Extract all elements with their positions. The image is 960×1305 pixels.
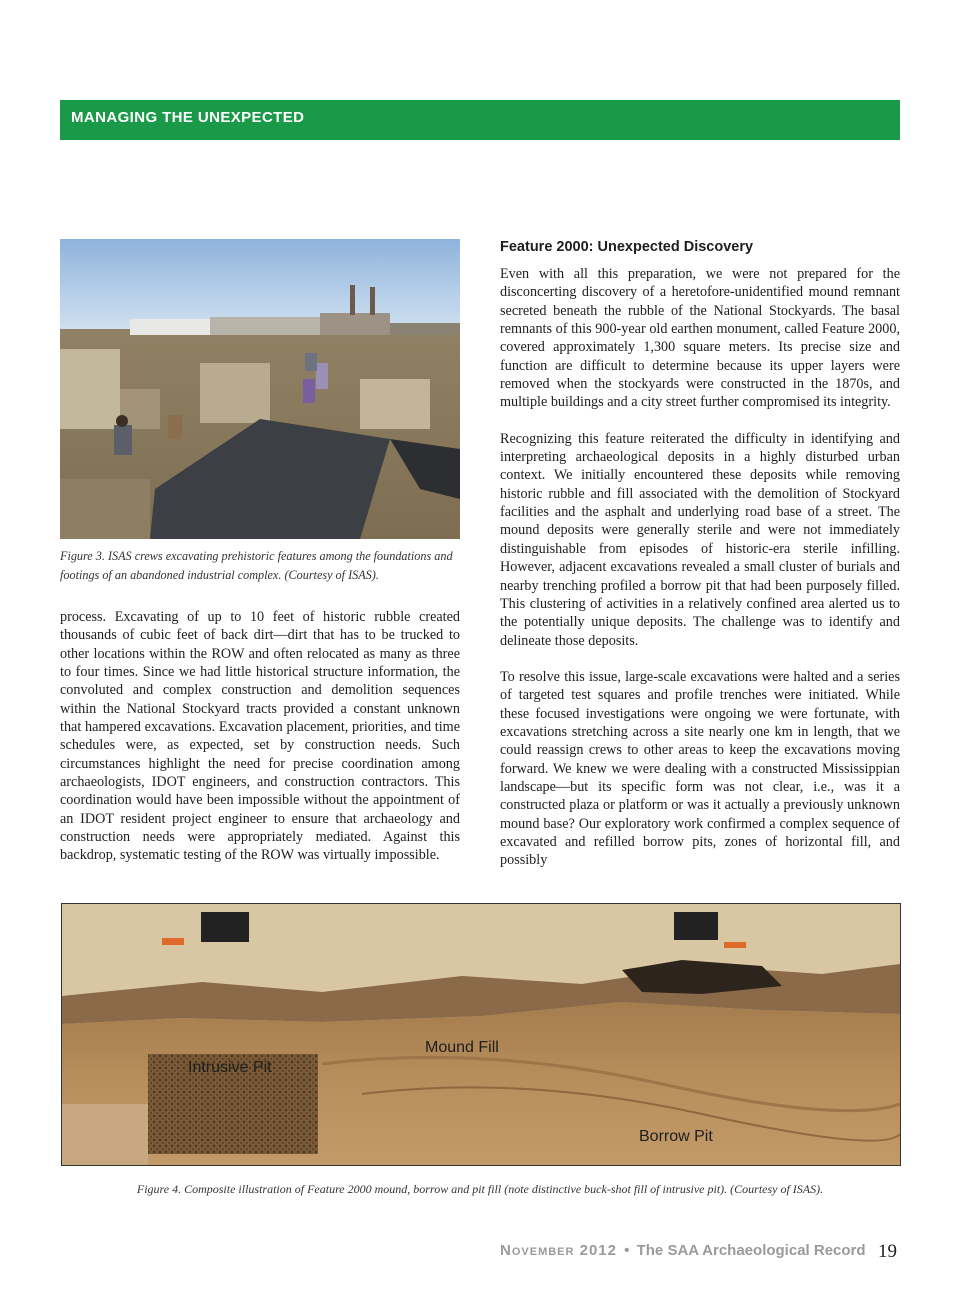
label-mound-fill: Mound Fill [425,1039,499,1056]
page-footer [500,1242,900,1259]
figure-4-caption: Figure 4. Composite illustration of Feature 2000 mound, borrow and pit fill (note distinctive buck-shot fill of intrusive pit). (Courtesy of ISAS). [136,1182,824,1196]
figure-3-caption: Figure 3. ISAS crews excavating prehistoric features among the foundations and footings of an abandoned industrial complex. (Courtesy of ISAS). [60,549,453,582]
page-number: 19 [878,1241,897,1262]
soil-profile-image [62,904,900,1165]
label-intrusive-pit: Intrusive Pit [188,1059,272,1076]
figure-4-profile-photo [61,903,901,1166]
label-borrow-pit: Borrow Pit [639,1128,713,1145]
section-banner-title: MANAGING THE UNEXPECTED [71,109,305,126]
section-heading: Feature 2000: Unexpected Discovery [500,239,754,255]
excavation-site-image [60,239,460,539]
right-paragraph-1: Even with all this preparation, we were not prepared for the disconcerting discovery of a heretofore-unidentified mound remnant secreted beneath the rubble of the National Stockyards. The basal remnants of this 900-year old earthen monument, called Feature 2000, covered approximately 1,300 square meters. Its precise size and function are difficult to determine because its upper layers were removed when the stockyards were constructed in the 1870s, and multiple buildings and a city street further compromised its integrity. [500,266,900,411]
footer-journal: The SAA Archaeological Record [636,1242,866,1259]
left-paragraph: process. Excavating of up to 10 feet of historic rubble created thousands of cubic feet of back dirt—dirt that has to be trucked to other locations within the ROW and often relocated as many as three to four times. Since we had little historical structure information, the convoluted and complex construction and demolition sequences within the National Stockyard tracts provided a constant unknown that hampered excavations. Excavation placement, priorities, and time schedules were, as expected, set by construction needs. Such circumstances highlight the need for precise coordination among archaeologists, IDOT engineers, and construction contractors. This coordination would have been impossible without the appointment of an IDOT resident project engineer to ensure that archaeology and construction needs were appropriately mediated. Against this backdrop, systematic testing of the ROW was virtually impossible. [60,609,460,864]
section-banner [60,100,900,140]
footer-separator: • [624,1242,630,1259]
right-column [500,265,900,870]
right-paragraph-3: To resolve this issue, large-scale excavations were halted and a series of targeted test squares and profile trenches were initiated. While these focused investigations were ongoing we were fortunate, with excavations stretching across a site nearly one km in length, that we could reassign crews to other areas to keep the excavations moving forward. We knew we were dealing with a constructed Mississippian landscape—but its specific form was not clear, i.e., was it a constructed plaza or platform or was it actually a previously unknown mound base? Our exploratory work confirmed a complex sequence of excavated and refilled borrow pits, zones of horizontal fill, and possibly [500,668,900,869]
left-column [60,608,460,865]
right-paragraph-2: Recognizing this feature reiterated the difficulty in identifying and interpreting archaeological deposits in a highly disturbed urban context. We initially encountered these deposits while removing historic rubble and fill associated with the demolition of Stockyard facilities and the asphalt and underlying road base of a street. The mound deposits were generally sterile and were not immediately distinguishable from episodes of historic-era sterile infilling. However, adjacent excavations revealed a small cluster of burials and nearby trenching profiled a borrow pit that had been purposely filled. This clustering of activities in a relatively confined area alerted us to the potentially unique deposits. The challenge was to identify and delineate those deposits. [500,430,900,649]
figure-3-photo [60,239,460,539]
footer-issue: November 2012 [500,1242,617,1259]
